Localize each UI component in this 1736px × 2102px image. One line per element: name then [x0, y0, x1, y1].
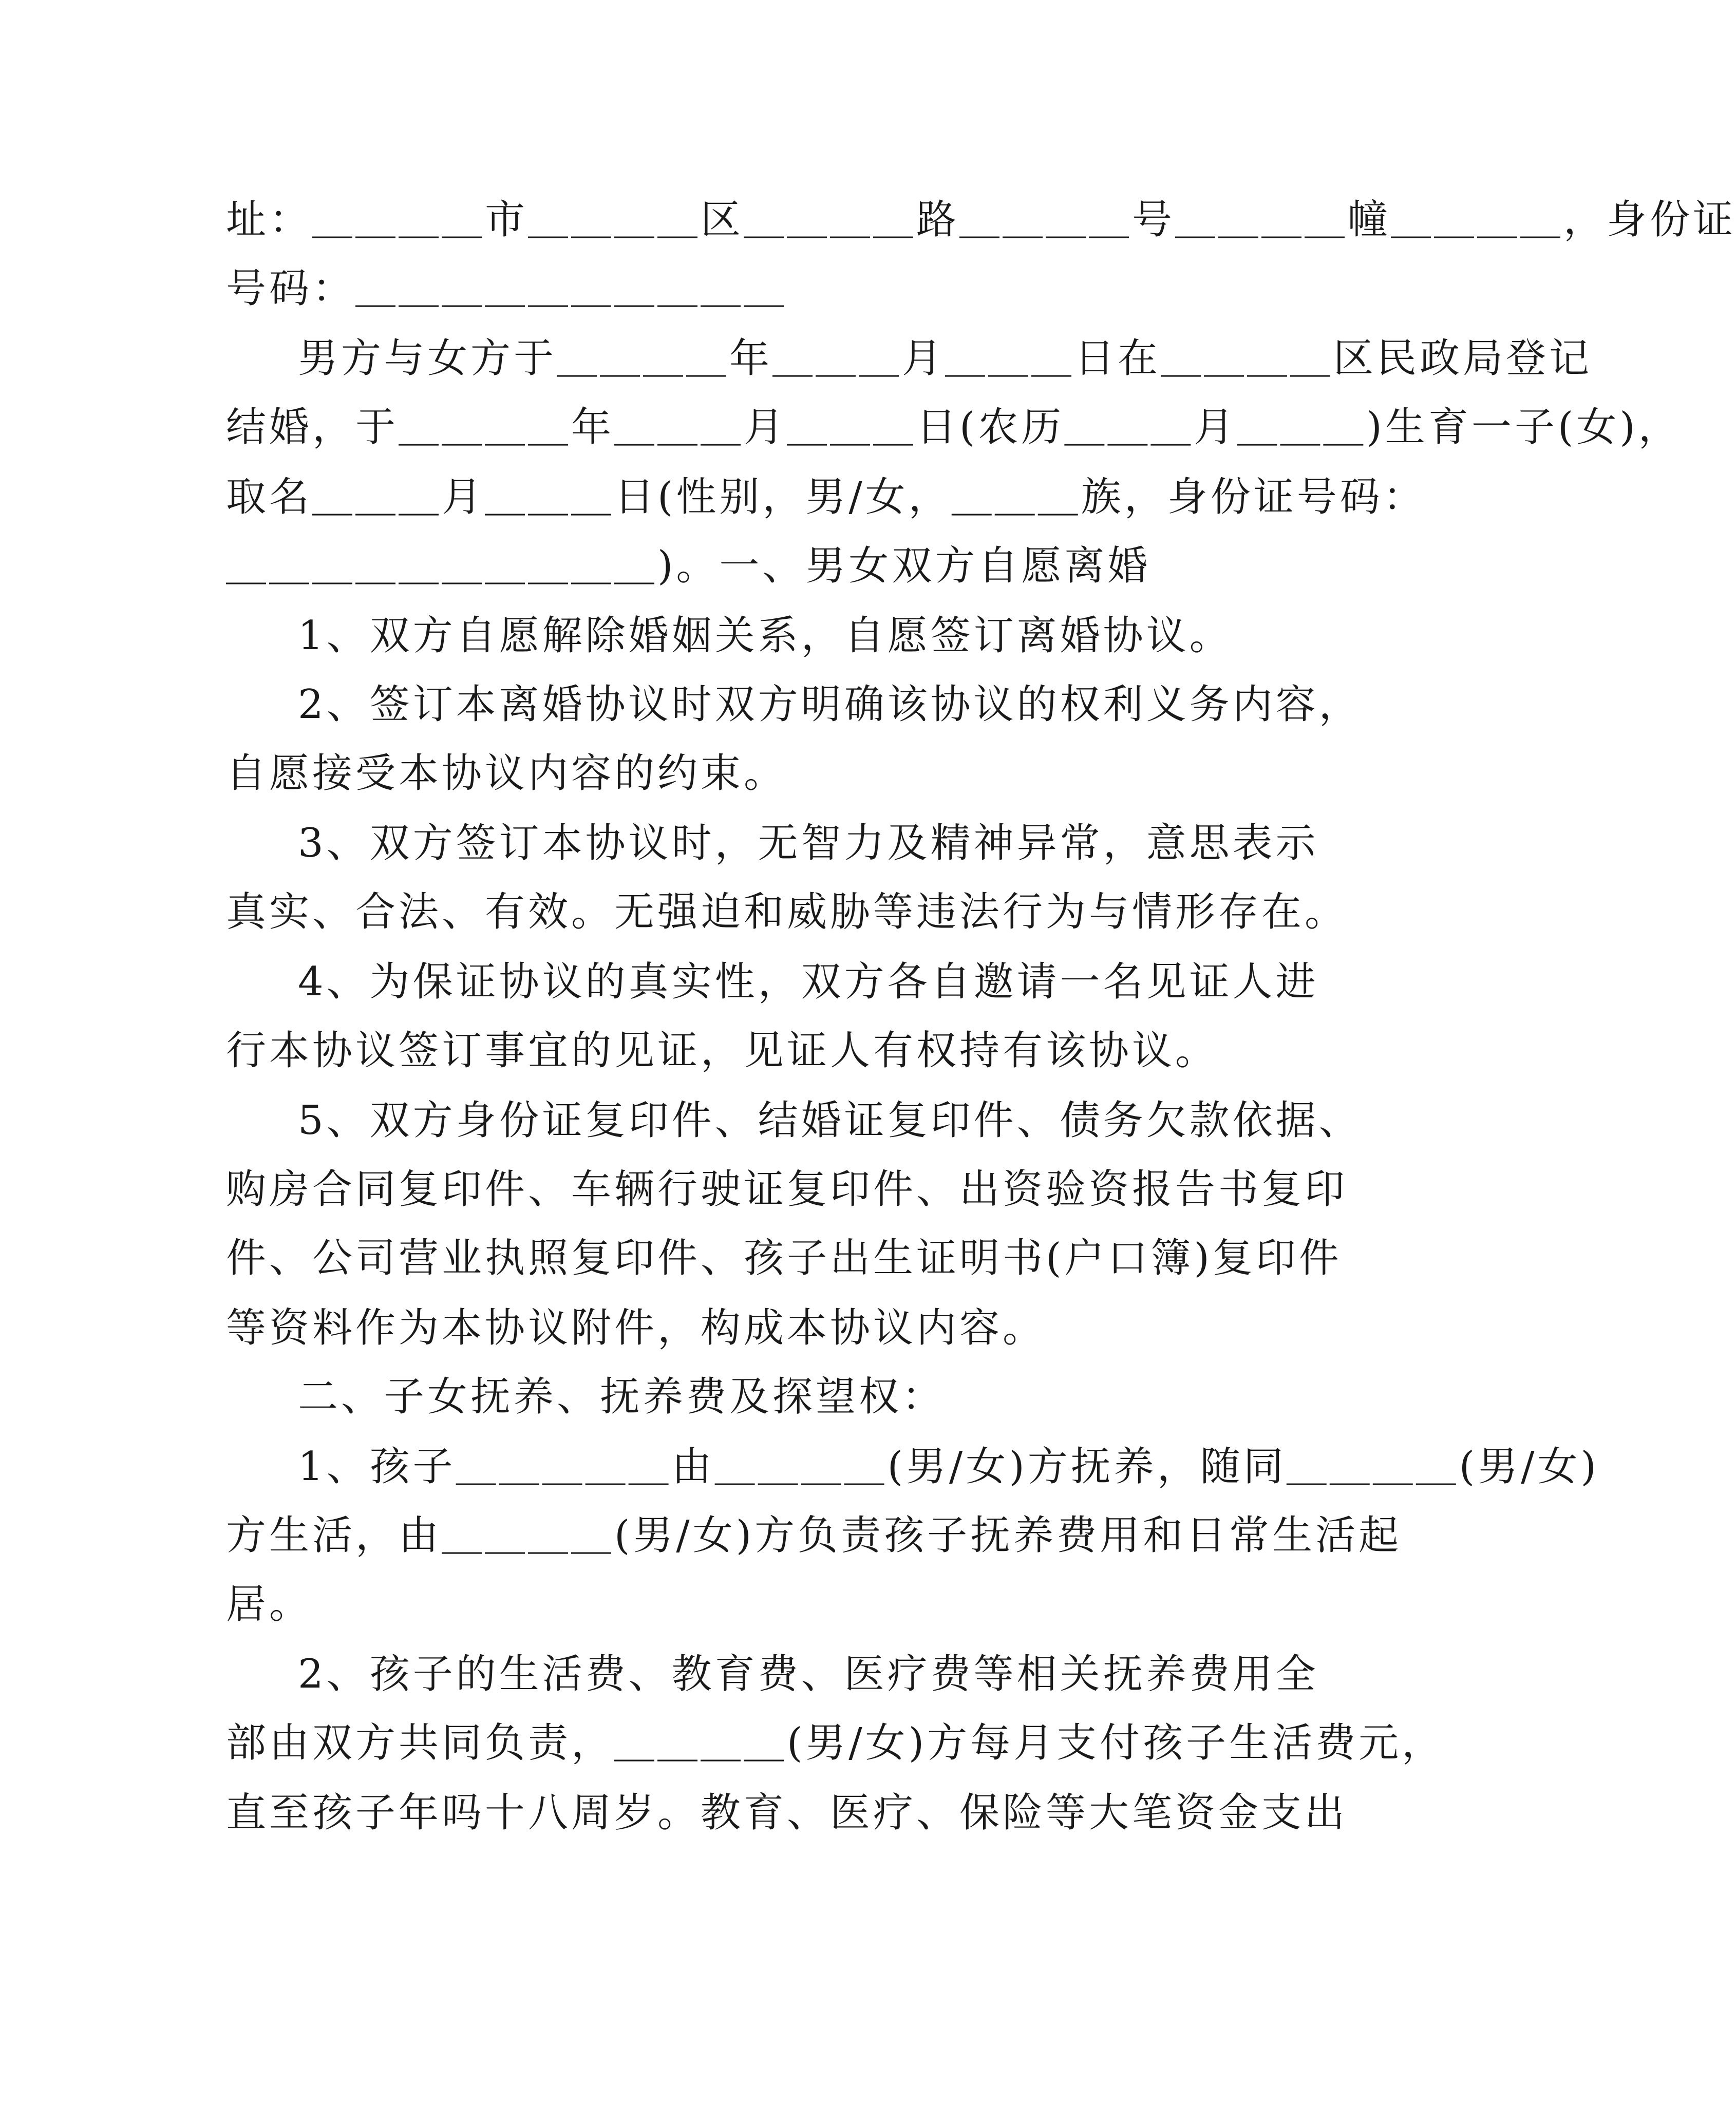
- text-line: 部由双方共同负责，＿＿＿＿(男/女)方每月支付孩子生活费元，: [226, 1720, 1445, 1766]
- text-line: 二、子女抚养、抚养费及探望权：: [298, 1374, 946, 1420]
- text-line: ＿＿＿＿＿＿＿＿＿＿)。一、男女双方自愿离婚: [226, 543, 1151, 589]
- text-line: 男方与女方于＿＿＿＿年＿＿＿月＿＿＿日在＿＿＿＿区民政局登记: [298, 335, 1593, 382]
- text-line: 1、孩子＿＿＿＿＿由＿＿＿＿(男/女)方抚养，随同＿＿＿＿(男/女): [298, 1444, 1599, 1490]
- text-line: 居。: [226, 1581, 313, 1627]
- text-line: 真实、合法、有效。无强迫和威胁等违法行为与情形存在。: [226, 889, 1348, 935]
- text-line: 2、签订本离婚协议时双方明确该协议的权利义务内容，: [298, 681, 1362, 728]
- text-line: 4、为保证协议的真实性，双方各自邀请一名见证人进: [298, 959, 1319, 1005]
- text-line: 购房合同复印件、车辆行驶证复印件、出资验资报告书复印: [226, 1166, 1348, 1213]
- text-line: 件、公司营业执照复印件、孩子出生证明书(户口簿)复印件: [226, 1235, 1342, 1281]
- text-line: 址：＿＿＿＿市＿＿＿＿区＿＿＿＿路＿＿＿＿号＿＿＿＿幢＿＿＿＿，身份证: [226, 197, 1736, 243]
- text-line: 1、双方自愿解除婚姻关系，自愿签订离婚协议。: [298, 613, 1233, 659]
- text-line: 结婚，于＿＿＿＿年＿＿＿月＿＿＿日(农历＿＿＿月＿＿＿)生育一子(女)，: [226, 404, 1682, 450]
- text-line: 方生活，由＿＿＿＿(男/女)方负责孩子抚养费用和日常生活起: [226, 1512, 1402, 1559]
- text-line: 直至孩子年吗十八周岁。教育、医疗、保险等大笔资金支出: [226, 1790, 1348, 1836]
- text-line: 号码：＿＿＿＿＿＿＿＿＿＿: [226, 266, 787, 312]
- text-line: 等资料作为本协议附件，构成本协议内容。: [226, 1305, 1046, 1351]
- text-line: 行本协议签订事宜的见证，见证人有权持有该协议。: [226, 1028, 1219, 1074]
- text-line: 取名＿＿＿月＿＿＿日(性别，男/女，＿＿＿族，身份证号码：: [226, 474, 1426, 520]
- text-line: 3、双方签订本协议时，无智力及精神异常，意思表示: [298, 820, 1319, 866]
- text-line: 5、双方身份证复印件、结婚证复印件、债务欠款依据、: [298, 1097, 1362, 1144]
- text-line: 2、孩子的生活费、教育费、医疗费等相关抚养费用全: [298, 1651, 1319, 1697]
- text-line: 自愿接受本协议内容的约束。: [226, 750, 787, 797]
